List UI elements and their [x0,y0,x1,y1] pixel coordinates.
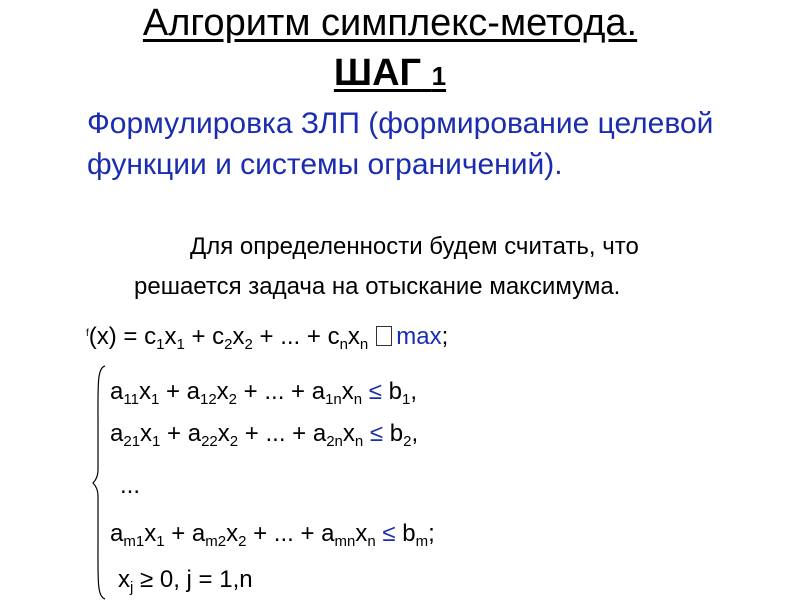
slide-subtitle: Формулировка ЗЛП (формирование целевой функции и системы ограничений). [87,107,714,181]
constraint-row-2: $a_{21}x_1 + a_{22}x_2$ + ... + $a_{2n}x_n \le b_2$, [110,420,419,450]
arrow-placeholder-icon [376,326,392,346]
paragraph-line2: решается задача на отыскание максимума. [134,273,621,300]
less-equal-sign: ≤ [369,420,384,447]
objective-prefix: f [86,328,89,339]
less-equal-sign: ≤ [368,378,382,405]
constraint-ellipsis: ... [120,472,141,499]
step-number: 1 [431,61,447,91]
non-negativity-constraint: $x_j \ge 0$, j = 1,n [118,566,253,596]
slide-title-line2 [0,52,780,95]
system-brace-icon [92,365,106,600]
slide-title-step [334,52,446,94]
slide-title-text: Алгоритм симплекс-метода. [142,2,638,44]
slide-title-line1 [0,2,780,45]
less-equal-sign: ≤ [382,520,396,547]
objective-function: $^f(x) = c_1x_1 + c_2x_2$ + ... + $c_nx_n$ max; [86,323,449,353]
paragraph-line1: Для определенности будем считать, что [190,233,639,260]
constraint-row-m: $a_{m1}x_1 + a_{m2}x_2$ + ... + $a_{mn}x_n \le b_m$; [110,520,435,550]
max-label: max [396,323,442,350]
constraint-row-1: $a_{11}x_1 + a_{12}x_2$ + ... + $a_{1n}x_n \le b_1$, [110,378,417,408]
step-word: ШАГ [333,52,422,94]
